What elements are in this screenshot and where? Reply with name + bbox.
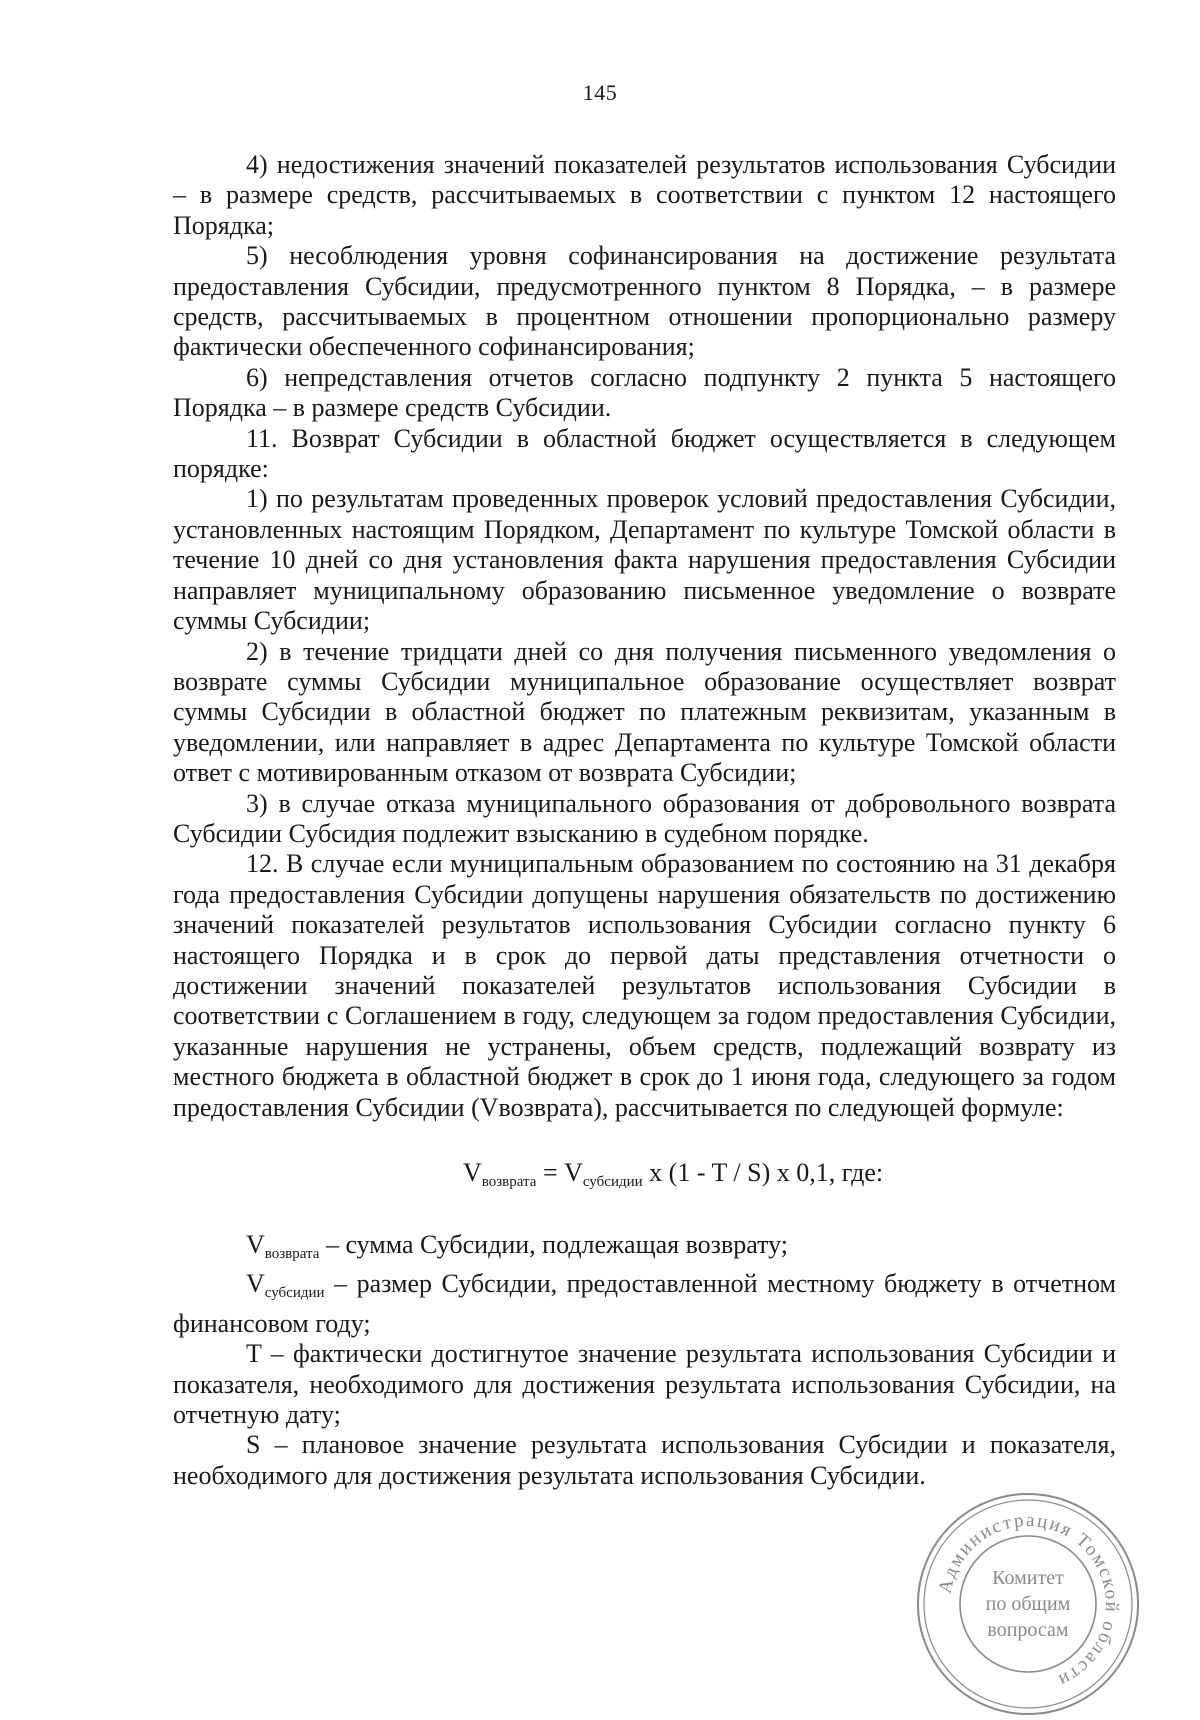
formula-sub-return: возврата	[481, 1174, 537, 1190]
definition-s: S – плановое значение результата использования Субсидии и показателя, необходимого для достижения результата использования Субсидии.	[173, 1430, 1116, 1490]
definition-t: T – фактически достигнутое значение результата использования Субсидии и показателя, необходимого для достижения результата использования Субсидии, на отчетную дату;	[173, 1339, 1116, 1430]
stamp-line-2: по общим	[985, 1593, 1071, 1615]
paragraph-section-11: 11. Возврат Субсидии в областной бюджет осуществляется в следующем порядке:	[173, 423, 1116, 484]
paragraph-section-12: 12. В случае если муниципальным образованием по состоянию на 31 декабря года предоставления Субсидии допущены нарушения обязательств по достижению значений показателей результатов использования Субсидии согласно пункту 6 настоящего Порядка и в срок до первой даты представления отчетности о достижении значений показателей результатов использования Субсидии в соответствии с Соглашением в году, следующем за годом предоставления Субсидии, указанные нарушения не устранены, объем средств, подлежащий возврату из местного бюджета в областной бюджет в срок до 1 июня года, следующего за годом предоставления Субсидии (Vвозврата), рассчитывается по следующей формуле:	[173, 849, 1116, 1122]
formula-sub-subsidy: субсидии	[582, 1174, 643, 1190]
paragraph-item-4: 4) недостижения значений показателей результатов использования Субсидии – в размере средств, рассчитываемых в соответствии с пунктом 12 настоящего Порядка;	[173, 150, 1116, 240]
paragraph-item-11-1: 1) по результатам проведенных проверок условий предоставления Субсидии, установленных настоящим Порядком, Департамент по культуре Томской области в течение 10 дней со дня установления факта нарушения предоставления Субсидии направляет муниципальному образованию письменное уведомление о возврате суммы Субсидии;	[173, 484, 1116, 636]
return-formula	[173, 1157, 1116, 1198]
stamp-line-1: Комитет	[992, 1567, 1064, 1589]
official-seal-stamp	[912, 1488, 1144, 1720]
formula-equals: =	[536, 1158, 565, 1187]
stamp-line-3: вопросам	[987, 1619, 1069, 1641]
paragraph-item-11-3: 3) в случае отказа муниципального образования от добровольного возврата Субсидии Субсидия подлежит взысканию в судебном порядке.	[173, 788, 1116, 848]
def-v-return-sub: возврата	[264, 1246, 320, 1262]
paragraph-item-6: 6) непредставления отчетов согласно подпункту 2 пункта 5 настоящего Порядка – в размере средств Субсидии.	[173, 362, 1116, 423]
def-v-subsidy-sub: субсидии	[264, 1285, 325, 1302]
paragraph-item-11-2: 2) в течение тридцати дней со дня получения письменного уведомления о возврате суммы Субсидии муниципальное образование осуществляет возврат суммы Субсидии в областной бюджет по платежным реквизитам, указанным в уведомлении, или направляет в адрес Департамента по культуре Томской области ответ с мотивированным отказом от возврата Субсидии;	[173, 636, 1116, 788]
formula-v: V	[463, 1158, 482, 1187]
def-v-subsidy-text: – размер Субсидии, предоставленной местному бюджету в отчетном финансовом году;	[173, 1269, 1116, 1338]
stamp-ring-text: Администрация Томской области	[934, 1509, 1123, 1692]
definition-v-return	[173, 1230, 1116, 1269]
paragraph-item-5: 5) несоблюдения уровня софинансирования на достижение результата предоставления Субсидии, предусмотренного пунктом 8 Порядка, – в размере средств, рассчитываемых в процентном отношении пропорционально размеру фактически обеспеченного софинансирования;	[173, 241, 1116, 362]
page-number: 145	[582, 80, 618, 105]
formula-rest: x (1 - T / S) x 0,1, где:	[642, 1158, 884, 1187]
def-v-subsidy-letter: V	[246, 1269, 265, 1299]
def-v-return-text: – сумма Субсидии, подлежащая возврату;	[319, 1230, 788, 1259]
formula-v2: V	[564, 1158, 583, 1187]
definition-v-subsidy	[173, 1269, 1116, 1339]
document-body	[173, 150, 1116, 1491]
def-v-return-letter: V	[246, 1230, 265, 1259]
